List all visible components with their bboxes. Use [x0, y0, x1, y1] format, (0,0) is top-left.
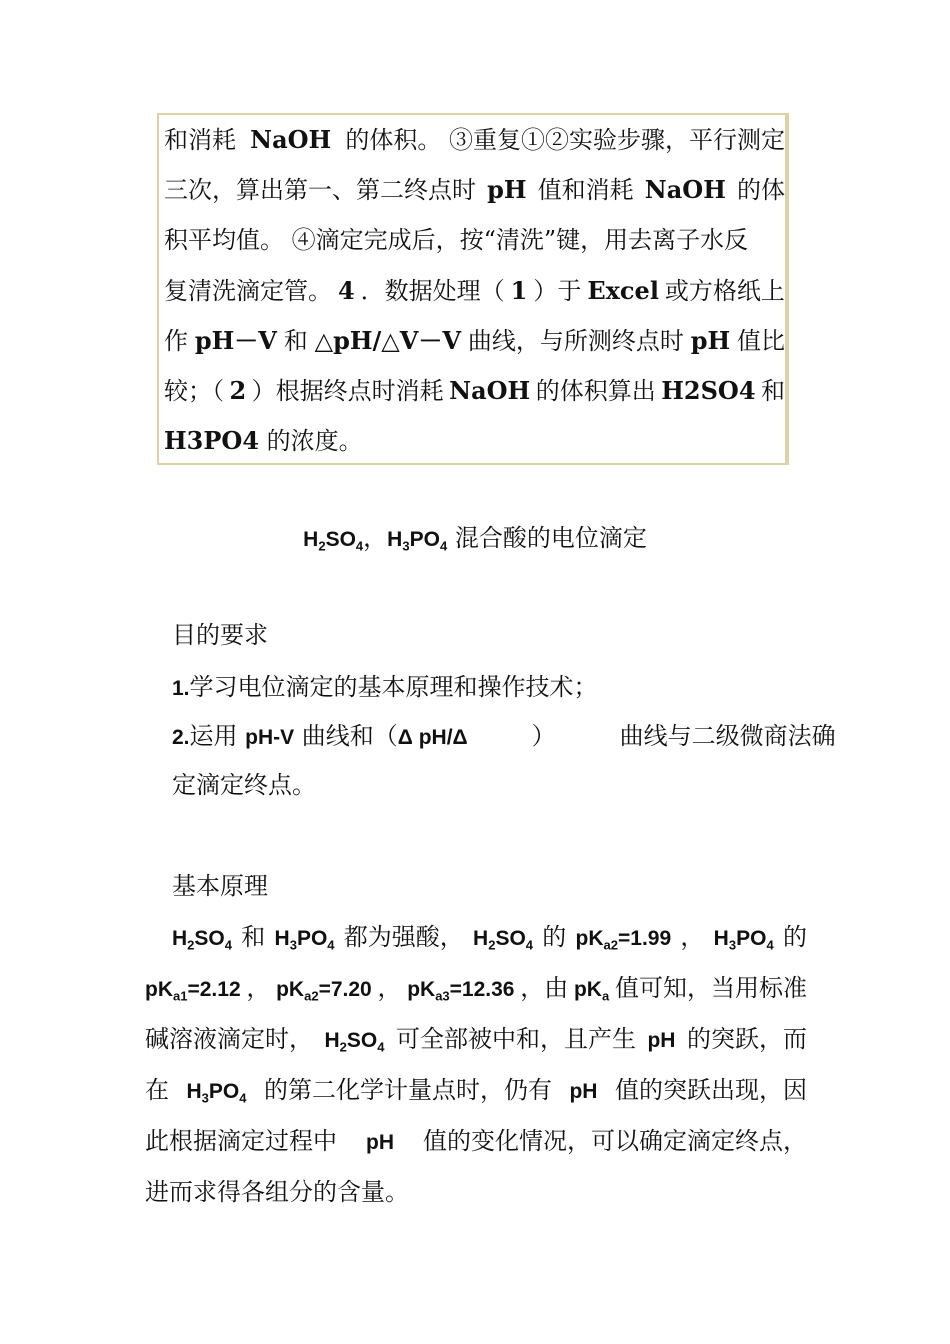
chem-formula: $pK_{a2}=7.20$ [276, 978, 372, 1004]
bold-term: NaOH [644, 175, 726, 205]
bold-term: 4 [337, 275, 355, 305]
principle-line [145, 1019, 807, 1061]
chem-formula: pH [647, 1029, 676, 1052]
text-run: 都为强酸， [343, 923, 464, 951]
bold-term: H2SO4 [661, 375, 756, 405]
chem-formula: pH [569, 1080, 598, 1103]
text-run: 值和消耗 [537, 176, 634, 205]
title-text: 混合酸的电位滴定 [454, 524, 647, 552]
text-run: ， [680, 923, 705, 951]
item-formula-ph-v: pH-V [245, 726, 295, 749]
title-h2so4: $H_2SO_4$ [303, 528, 364, 554]
text-run: 较；（ [164, 376, 224, 405]
text-run: 值的突跃出现，因 [614, 1076, 807, 1104]
text-run: ， [377, 974, 402, 1002]
chem-formula: $pK_a$ [573, 978, 610, 1004]
bold-term: pH－V [194, 325, 277, 355]
text-run: 值可知，当用标准 [614, 974, 807, 1002]
chem-formula: $H_3PO_4$ [713, 927, 774, 953]
principle-line [145, 968, 807, 1010]
item-text: 学习电位滴定的基本原理和操作技术； [189, 673, 598, 701]
bold-term: NaOH [449, 375, 531, 405]
chem-formula: $H_2SO_4$ [473, 927, 534, 953]
principle-paragraph [145, 917, 807, 1212]
text-run: 和 [761, 376, 785, 405]
text-run: 可全部被中和，且产生 [395, 1025, 636, 1053]
text-run: 作 [164, 326, 188, 355]
text-run: 复清洗滴定管。 [164, 276, 332, 305]
text-run: 值的变化情况，可以确定滴定终点， [423, 1127, 807, 1155]
text-run: 和消耗 [164, 126, 236, 154]
item-number: 2. [172, 726, 190, 749]
text-run: 曲线，与所测终点时 [467, 326, 684, 355]
chem-formula: $H_2SO_4$ [324, 1029, 385, 1055]
text-run: 的突跃，而 [686, 1025, 807, 1053]
text-run: 在 [145, 1076, 169, 1104]
chem-formula: $pK_{a1}=2.12$ [145, 978, 241, 1004]
bold-term: 1 [510, 275, 528, 305]
box-line [164, 368, 785, 418]
requirement-item-1 [172, 667, 808, 709]
text-run: 和 [241, 923, 266, 951]
text-run: 碱溶液滴定时， [145, 1025, 313, 1053]
text-run: 的浓度。 [259, 427, 363, 456]
requirement-item-2 [172, 716, 836, 758]
chem-formula: $pK_{a2}=1.99$ [575, 927, 672, 953]
text-run: ， [246, 974, 271, 1002]
box-line [164, 117, 785, 167]
bold-term: H3PO4 [164, 426, 260, 456]
principle-line [145, 1070, 807, 1112]
item-text-c: 曲线和（ [294, 722, 398, 750]
chem-formula: $pK_{a3}=12.36$ [407, 978, 515, 1004]
box-line [164, 167, 785, 217]
text-run: 的 [782, 923, 807, 951]
item-text-f: 曲线与二级微商法确 [619, 722, 836, 750]
requirement-item-2-continued: 定滴定终点。 [172, 771, 316, 799]
bold-term: Excel [587, 275, 659, 305]
chem-formula: $H_2SO_4$ [172, 927, 233, 953]
title-h3po4: $H_3PO_4$ [387, 528, 448, 554]
chem-formula: pH [366, 1131, 394, 1154]
box-line [164, 268, 785, 318]
text-run: 或方格纸上 [664, 276, 785, 305]
chem-formula: $H_3PO_4$ [186, 1080, 247, 1106]
text-run: 值比 [737, 326, 785, 355]
item-text-e: ） [531, 722, 556, 750]
text-run: ，由 [520, 974, 569, 1002]
text-run: 积平均值。 ④滴定完成后，按“清洗”键，用去离子水反 [164, 226, 749, 255]
box-line [164, 217, 785, 267]
principle-heading: 基本原理 [172, 872, 268, 900]
requirements-heading: 目的要求 [172, 621, 268, 649]
bold-term: pH [487, 175, 527, 205]
principle-line [145, 1172, 807, 1212]
text-run: 的 [542, 923, 567, 951]
previous-procedure-box [157, 113, 789, 465]
bold-term: pH [690, 325, 731, 355]
box-line-last [164, 418, 785, 468]
text-run: 的体积。 ③重复①②实验步骤，平行测定 [345, 126, 785, 154]
text-run: 进而求得各组分的含量。 [145, 1178, 409, 1206]
text-run: ．数据处理（ [360, 276, 505, 305]
text-run: 的体 [736, 176, 785, 205]
text-run: ）于 [533, 276, 582, 305]
text-run: 的体积算出 [535, 376, 656, 405]
bold-term: △pH/△V－V [314, 325, 461, 355]
text-run: 和 [283, 326, 308, 355]
bold-term: NaOH [250, 125, 332, 154]
item-formula-delta: Δ pH/Δ [397, 726, 468, 749]
document-title [0, 518, 950, 560]
text-run: ）根据终点时消耗 [251, 376, 444, 405]
bold-term: 2 [229, 375, 247, 405]
item-number: 1. [172, 677, 190, 700]
principle-line [172, 917, 807, 959]
text-run: 的第二化学计量点时，仍有 [263, 1076, 552, 1104]
text-run: 三次，算出第一、第二终点时 [164, 176, 476, 205]
item-text-a: 运用 [189, 722, 246, 750]
title-separator: ， [363, 524, 388, 552]
text-run: 此根据滴定过程中 [145, 1127, 337, 1155]
box-line [164, 318, 785, 368]
principle-line [145, 1121, 807, 1163]
chem-formula: $H_3PO_4$ [274, 927, 335, 953]
